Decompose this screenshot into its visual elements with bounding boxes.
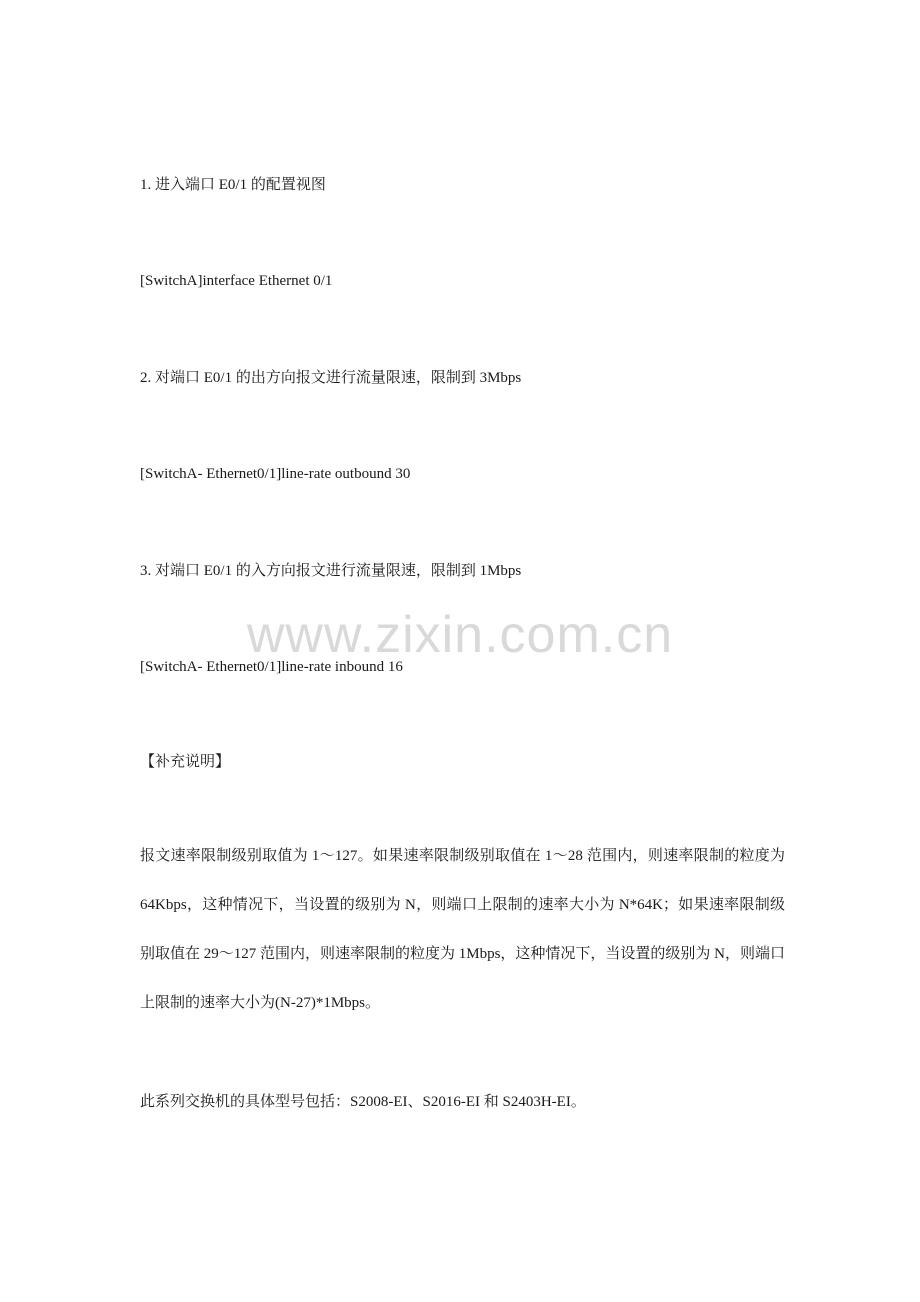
- step-3-text: 3. 对端口 E0/1 的入方向报文进行流量限速，限制到 1Mbps: [140, 563, 522, 579]
- command-1-text: [SwitchA]interface Ethernet 0/1: [140, 273, 333, 289]
- watermark-logo: www.zixin.com.cn: [246, 606, 674, 664]
- models-line: 此系列交换机的具体型号包括：S2008-EI、S2016-EI 和 S2403H-EI。: [140, 1094, 586, 1110]
- command-2-text: [SwitchA- Ethernet0/1]line-rate outbound 30: [140, 466, 411, 482]
- step-2-text: 2. 对端口 E0/1 的出方向报文进行流量限速，限制到 3Mbps: [140, 370, 522, 386]
- note-paragraph: 报文速率限制级别取值为 1～127。如果速率限制级别取值在 1～28 范围内，则速率限制的粒度为 64Kbps，这种情况下，当设置的级别为 N，则端口上限制的速率大小为 N*64K；如果速率限制级别取值在 29～127 范围内，则速率限制的粒度为 1Mbps，这种情况下，当设置的级别为 N，则端口上限制的速率大小为(N-27)*1Mbps。: [140, 848, 786, 1011]
- note-heading: 【补充说明】: [140, 754, 231, 770]
- step-1-text: 1. 进入端口 E0/1 的配置视图: [140, 177, 326, 193]
- command-3-text: [SwitchA- Ethernet0/1]line-rate inbound 16: [140, 659, 403, 675]
